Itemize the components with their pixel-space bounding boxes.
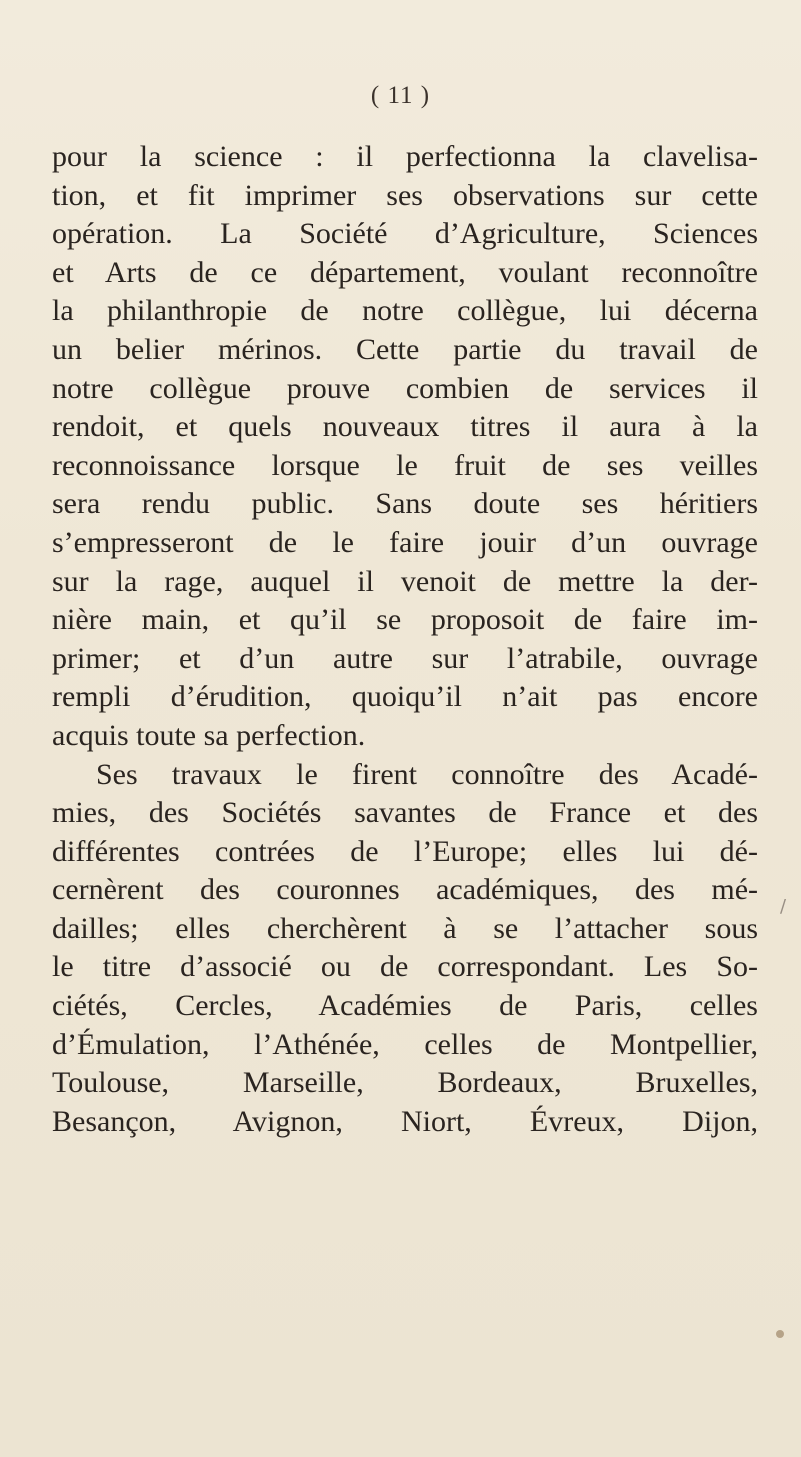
text-line: s’empresseront de le faire jouir d’un ouvrage bbox=[52, 525, 758, 559]
text-line: rempli d’érudition, quoiqu’il n’ait pas encore bbox=[52, 680, 758, 714]
body-text bbox=[52, 138, 758, 1141]
text-line: nière main, et qu’il se proposoit de faire im- bbox=[52, 603, 758, 637]
text-line: différentes contrées de l’Europe; elles lui dé- bbox=[52, 834, 758, 868]
text-line: dailles; elles cherchèrent à se l’attacher sous bbox=[52, 911, 758, 945]
text-line: notre collègue prouve combien de services il bbox=[52, 371, 758, 405]
text-line: ciétés, Cercles, Académies de Paris, celles bbox=[52, 989, 758, 1023]
text-line: Besançon, Avignon, Niort, Évreux, Dijon, bbox=[52, 1104, 758, 1138]
text-line: Toulouse, Marseille, Bordeaux, Bruxelles, bbox=[52, 1066, 758, 1100]
text-line: un belier mérinos. Cette partie du travail de bbox=[52, 332, 758, 366]
text-line: le titre d’associé ou de correspondant. Les So- bbox=[52, 950, 758, 984]
text-line: Ses travaux le firent connoître des Acadé- bbox=[96, 757, 758, 791]
text-line: cernèrent des couronnes académiques, des mé- bbox=[52, 873, 758, 907]
text-line: primer; et d’un autre sur l’atrabile, ouvrage bbox=[52, 641, 758, 675]
stray-mark: / bbox=[780, 896, 787, 917]
text-line: rendoit, et quels nouveaux titres il aura à la bbox=[52, 410, 758, 444]
text-line: tion, et fit imprimer ses observations sur cette bbox=[52, 178, 758, 212]
text-line: mies, des Sociétés savantes de France et des bbox=[52, 796, 758, 830]
text-line: opération. La Société d’Agriculture, Sciences bbox=[52, 217, 758, 251]
text-line: d’Émulation, l’Athénée, celles de Montpellier, bbox=[52, 1027, 758, 1061]
text-line: la philanthropie de notre collègue, lui décerna bbox=[52, 294, 758, 328]
page-number: ( 11 ) bbox=[370, 82, 431, 109]
text-line: sur la rage, auquel il venoit de mettre la der- bbox=[52, 564, 758, 598]
text-line: acquis toute sa perfection. bbox=[52, 718, 366, 752]
text-line: et Arts de ce département, voulant reconnoître bbox=[52, 255, 758, 289]
text-line: pour la science : il perfectionna la clavelisa- bbox=[52, 140, 758, 173]
text-line: reconnoissance lorsque le fruit de ses veilles bbox=[52, 448, 758, 482]
paper-speck bbox=[776, 1330, 784, 1338]
text-line: sera rendu public. Sans doute ses héritiers bbox=[52, 487, 758, 521]
